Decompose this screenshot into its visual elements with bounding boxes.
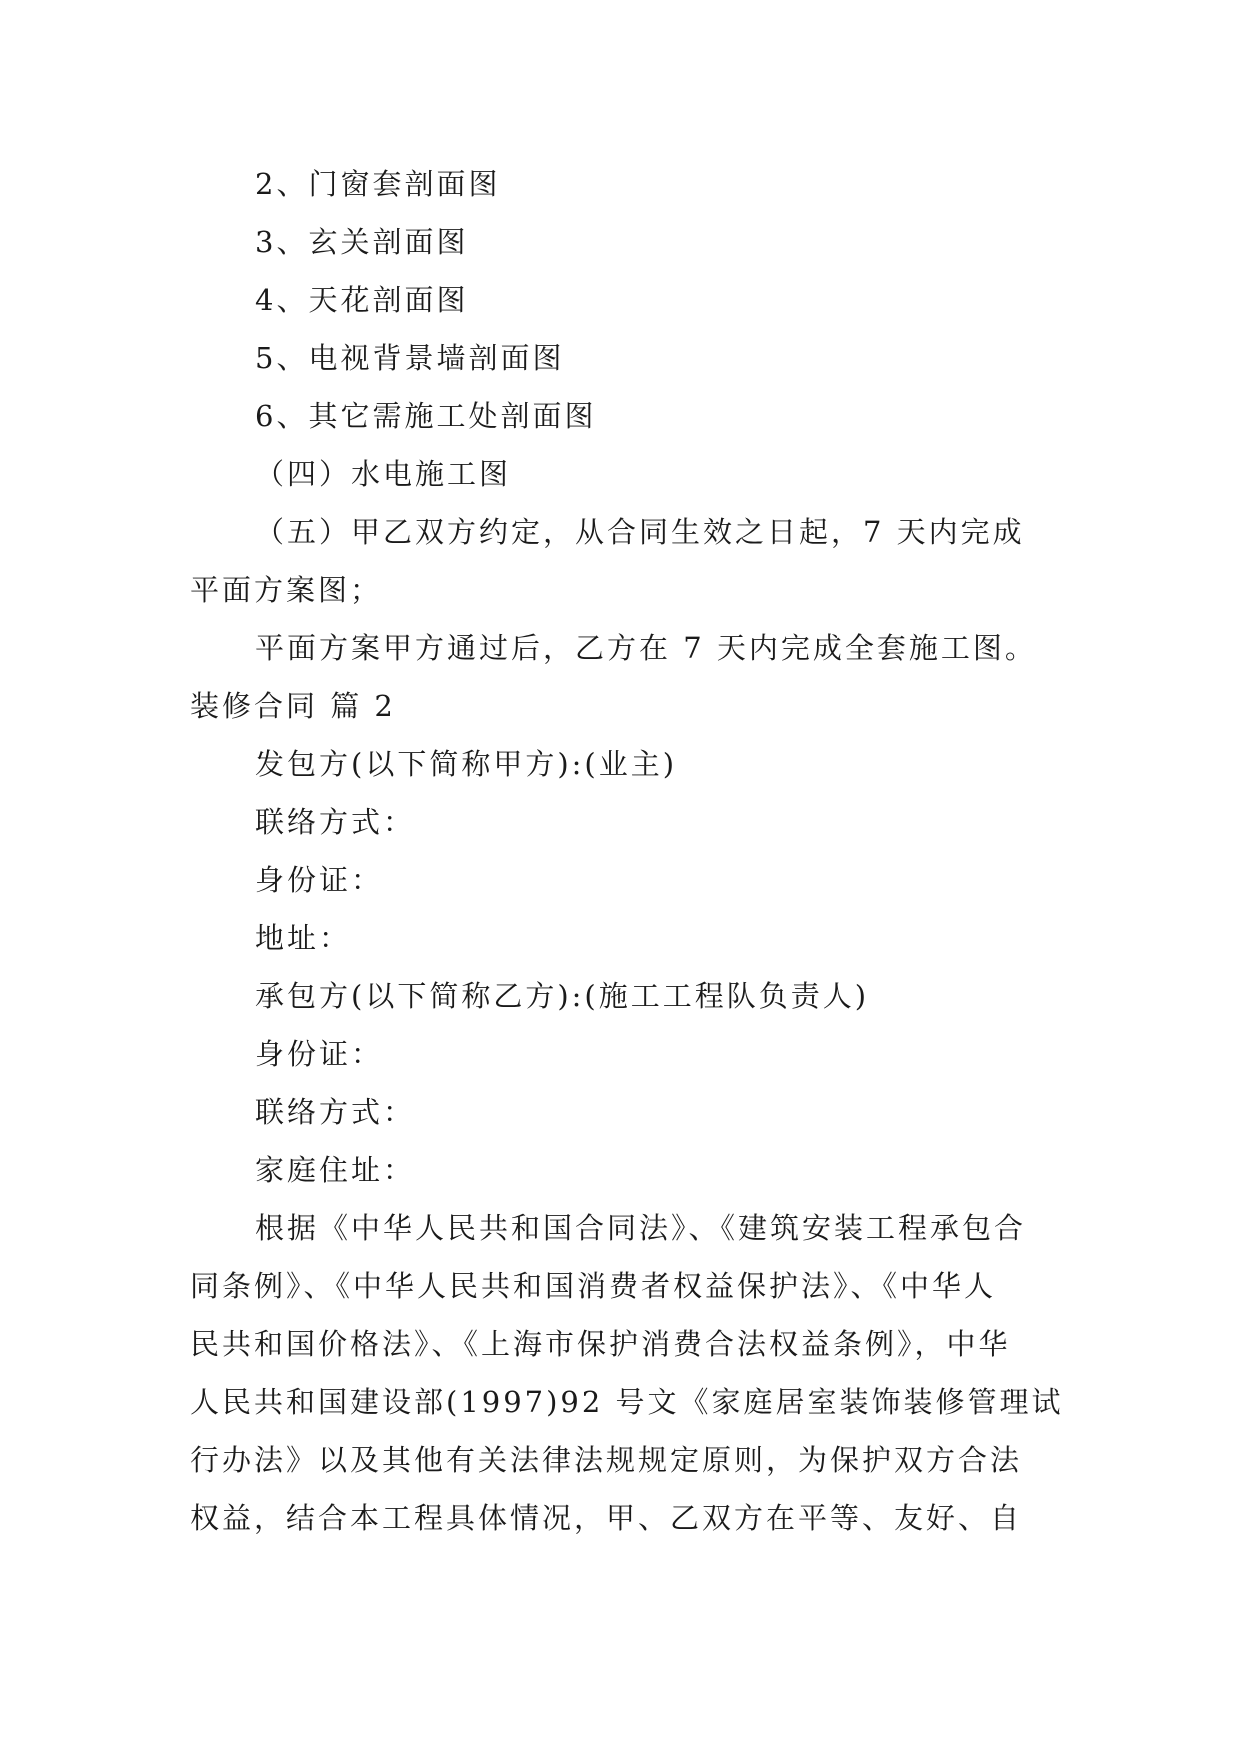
paragraph-legal-basis-line1: 根据《中华人民共和国合同法》、《建筑安装工程承包合 xyxy=(255,1211,1027,1245)
paragraph-legal-basis-line6: 权益，结合本工程具体情况，甲、乙双方在平等、友好、自 xyxy=(190,1501,1023,1535)
heading-plumbing-electrical: （四）水电施工图 xyxy=(255,457,512,491)
party-b-contact-label: 联络方式： xyxy=(255,1095,416,1129)
paragraph-legal-basis-line4: 人民共和国建设部(1997)92 号文《家庭居室装饰装修管理试 xyxy=(190,1385,1064,1419)
list-item-entrance-section: 3、玄关剖面图 xyxy=(255,225,469,259)
party-a-id-label: 身份证： xyxy=(255,863,384,897)
party-a-address-label: 地址： xyxy=(255,921,352,955)
paragraph-legal-basis-line5: 行办法》以及其他有关法律法规规定原则，为保护双方合法 xyxy=(190,1443,1023,1477)
party-b-address-label: 家庭住址： xyxy=(255,1153,416,1187)
paragraph-agreement-line2: 平面方案图； xyxy=(190,573,383,607)
list-item-door-window-section: 2、门窗套剖面图 xyxy=(255,167,501,201)
paragraph-legal-basis-line3: 民共和国价格法》、《上海市保护消费合法权益条例》，中华 xyxy=(190,1327,1011,1361)
paragraph-agreement-line1: （五）甲乙双方约定，从合同生效之日起，7 天内完成 xyxy=(255,515,1025,549)
party-a-label: 发包方(以下简称甲方):(业主) xyxy=(255,747,678,781)
list-item-other-section: 6、其它需施工处剖面图 xyxy=(255,399,597,433)
paragraph-construction-drawings: 平面方案甲方通过后，乙方在 7 天内完成全套施工图。 xyxy=(255,631,1037,665)
section-title: 装修合同 篇 2 xyxy=(190,689,396,723)
list-item-ceiling-section: 4、天花剖面图 xyxy=(255,283,469,317)
paragraph-legal-basis-line2: 同条例》、《中华人民共和国消费者权益保护法》、《中华人 xyxy=(190,1269,997,1303)
party-a-contact-label: 联络方式： xyxy=(255,805,416,839)
party-b-label: 承包方(以下简称乙方):(施工工程队负责人) xyxy=(255,979,870,1013)
list-item-tv-wall-section: 5、电视背景墙剖面图 xyxy=(255,341,565,375)
party-b-id-label: 身份证： xyxy=(255,1037,384,1071)
